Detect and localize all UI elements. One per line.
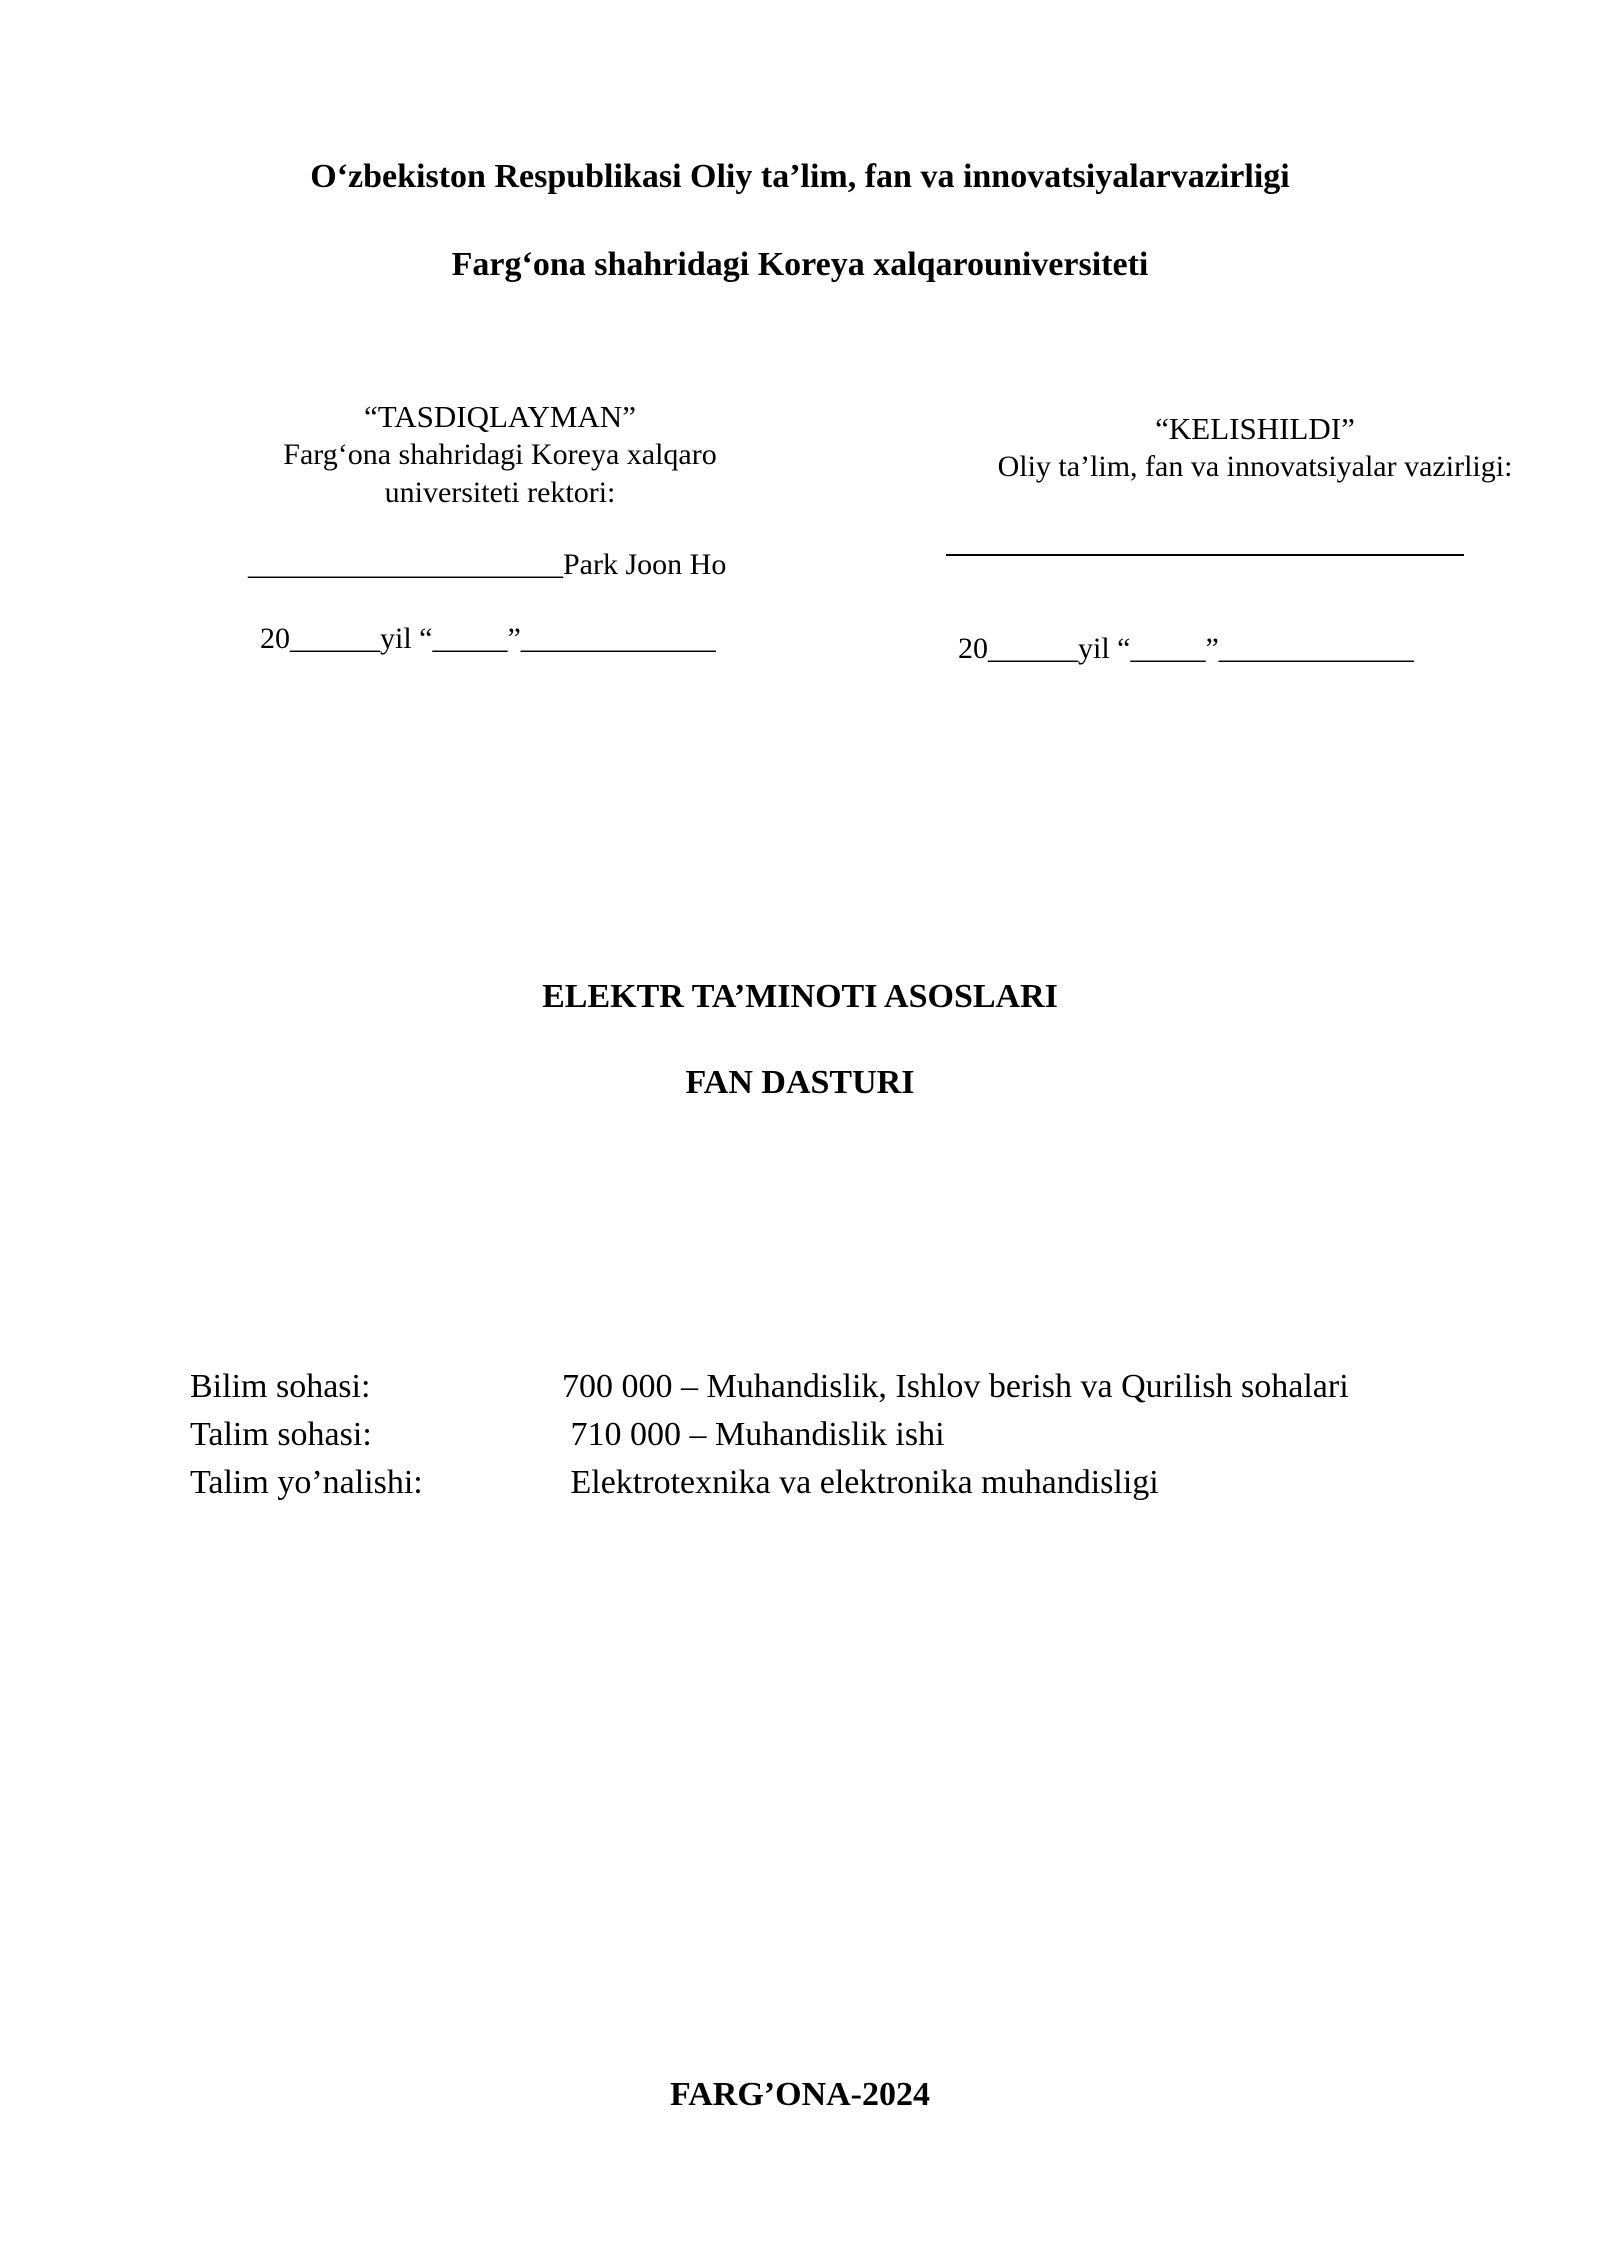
approval-left-date: 20______yil “_____”_____________ [260,622,716,655]
university-heading: Farg‘ona shahridagi Koreya xalqarouniversiteti [451,246,1149,283]
info-label-education-direction: Talim yo’nalishi: [190,1464,423,1501]
ministry-signature-line [946,554,1464,556]
rector-signature-line: _____________________Park Joon Ho [248,548,727,581]
subject-subtitle: FAN DASTURI [685,1064,915,1101]
approval-right-title: “KELISHILDI” [1155,411,1355,446]
approval-left-title: “TASDIQLAYMAN” [364,399,636,434]
approval-right-date: 20______yil “_____”_____________ [958,632,1414,665]
info-label-education-area: Talim sohasi: [190,1416,372,1453]
info-value-knowledge-area: 700 000 – Muhandislik, Ishlov berish va Qurilish sohalari [562,1368,1349,1405]
footer-place-year: FARG’ONA-2024 [670,2076,930,2113]
approval-block-left [240,398,760,512]
info-value-education-direction: Elektrotexnika va elektronika muhandisligi [562,1464,1159,1501]
subject-title: ELEKTR TA’MINOTI ASOSLARI [542,978,1058,1015]
approval-right-line1: Oliy ta’lim, fan va innovatsiyalar vazirligi: [997,450,1513,483]
info-label-knowledge-area: Bilim sohasi: [190,1368,371,1405]
ministry-heading: O‘zbekiston Respublikasi Oliy ta’lim, fan va innovatsiyalarvazirligi [310,158,1290,195]
approval-block-right [905,410,1600,486]
approval-left-line1: Farg‘ona shahridagi Koreya xalqaro [283,438,717,471]
info-value-education-area: 710 000 – Muhandislik ishi [562,1416,945,1453]
approval-left-line2: universiteti rektori: [384,476,616,509]
